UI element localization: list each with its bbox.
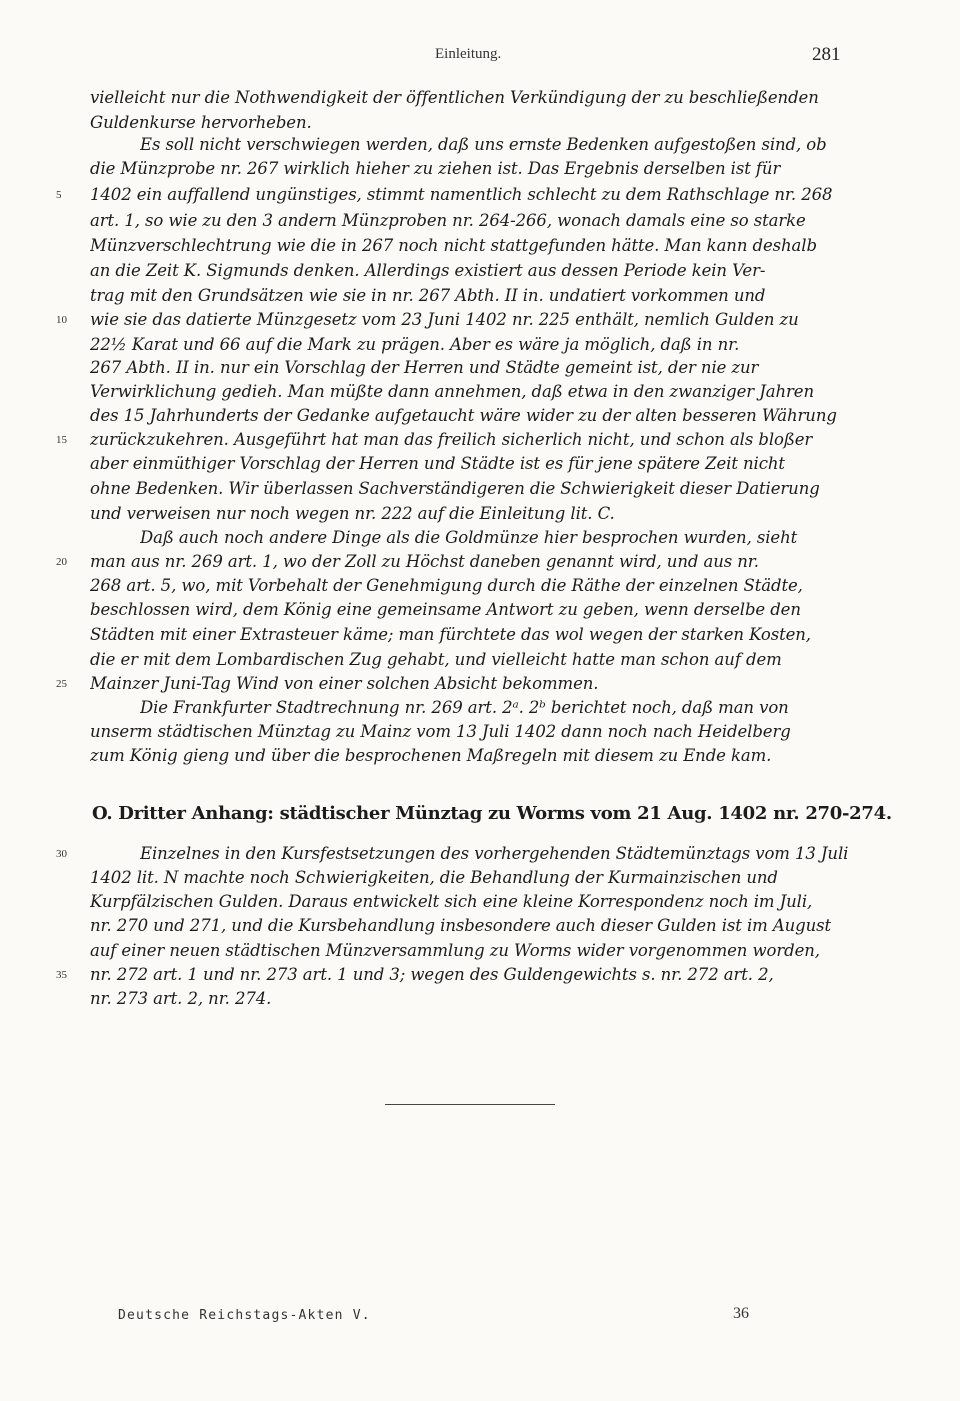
text-line: Münzverschlechtrung wie die in 267 noch nicht stattgefunden hätte. Man kann deshalb: [90, 236, 817, 255]
text-line: 267 Abth. II in. nur ein Vorschlag der Herren und Städte gemeint ist, der nie zur: [90, 358, 759, 377]
section-text-line: Einzelnes in den Kursfestsetzungen des vorhergehenden Städtemünztags vom 13 Juli: [140, 844, 849, 863]
section-text-line: nr. 272 art. 1 und nr. 273 art. 1 und 3; wegen des Guldengewichts s. nr. 272 art. 2,: [90, 965, 774, 984]
text-line: Verwirklichung gedieh. Man müßte dann annehmen, daß etwa in den zwanziger Jahren: [90, 382, 814, 401]
text-line: 1402 ein auffallend ungünstiges, stimmt namentlich schlecht zu dem Rathschlage nr. 268: [90, 185, 833, 204]
footer-signature-number: 36: [733, 1305, 749, 1322]
text-line: vielleicht nur die Nothwendigkeit der öffentlichen Verkündigung der zu beschließenden: [90, 88, 819, 107]
line-number: 35: [56, 969, 67, 981]
text-line: die er mit dem Lombardischen Zug gehabt, und vielleicht hatte man schon auf dem: [90, 650, 782, 669]
text-line: art. 1, so wie zu den 3 andern Münzproben nr. 264-266, wonach damals eine so starke: [90, 211, 806, 230]
text-line: wie sie das datierte Münzgesetz vom 23 Juni 1402 nr. 225 enthält, nemlich Gulden zu: [90, 310, 799, 329]
line-number: 20: [56, 556, 67, 568]
line-number: 5: [56, 189, 62, 201]
text-line: Es soll nicht verschwiegen werden, daß uns ernste Bedenken aufgestoßen sind, ob: [140, 135, 827, 154]
text-line: ohne Bedenken. Wir überlassen Sachverständigeren die Schwierigkeit dieser Datierung: [90, 479, 820, 498]
section-text-line: auf einer neuen städtischen Münzversammlung zu Worms wider vorgenommen worden,: [90, 941, 820, 960]
text-line: und verweisen nur noch wegen nr. 222 auf die Einleitung lit. C.: [90, 504, 615, 523]
text-line: 22½ Karat und 66 auf die Mark zu prägen. Aber es wäre ja möglich, daß in nr.: [90, 335, 740, 354]
text-line: Die Frankfurter Stadtrechnung nr. 269 art. 2ᵃ. 2ᵇ berichtet noch, daß man von: [140, 698, 789, 717]
text-line: 268 art. 5, wo, mit Vorbehalt der Genehmigung durch die Räthe der einzelnen Städte,: [90, 576, 803, 595]
text-line: beschlossen wird, dem König eine gemeinsame Antwort zu geben, wenn derselbe den: [90, 600, 801, 619]
running-header: [0, 44, 960, 72]
running-title: Einleitung.: [435, 46, 502, 62]
separator-rule: [385, 1104, 555, 1105]
text-line: trag mit den Grundsätzen wie sie in nr. 267 Abth. II in. undatiert vorkommen und: [90, 286, 766, 305]
section-text-line: nr. 270 und 271, und die Kursbehandlung insbesondere auch dieser Gulden ist im August: [90, 916, 832, 935]
section-text-line: nr. 273 art. 2, nr. 274.: [90, 989, 272, 1008]
text-line: Guldenkurse hervorheben.: [90, 113, 312, 132]
text-line: Mainzer Juni-Tag Wind von einer solchen Absicht bekommen.: [90, 674, 599, 693]
line-number: 30: [56, 848, 67, 860]
line-number: 15: [56, 434, 67, 446]
text-line: zum König gieng und über die besprochenen Maßregeln mit diesem zu Ende kam.: [90, 746, 772, 765]
text-line: die Münzprobe nr. 267 wirklich hieher zu ziehen ist. Das Ergebnis derselben ist für: [90, 159, 781, 178]
line-number: 25: [56, 678, 67, 690]
text-line: unserm städtischen Münztag zu Mainz vom 13 Juli 1402 dann noch nach Heidelberg: [90, 722, 791, 741]
text-line: des 15 Jahrhunderts der Gedanke aufgetaucht wäre wider zu der alten besseren Währung: [90, 406, 837, 425]
text-line: man aus nr. 269 art. 1, wo der Zoll zu Höchst daneben genannt wird, und aus nr.: [90, 552, 759, 571]
line-number: 10: [56, 314, 67, 326]
section-heading: O. Dritter Anhang: städtischer Münztag zu Worms vom 21 Aug. 1402 nr. 270-274.: [92, 803, 892, 824]
page-number: 281: [812, 44, 841, 65]
text-line: Städten mit einer Extrasteuer käme; man fürchtete das wol wegen der starken Kosten,: [90, 625, 811, 644]
text-line: zurückzukehren. Ausgeführt hat man das freilich sicherlich nicht, und schon als bloßer: [90, 430, 813, 449]
text-line: Daß auch noch andere Dinge als die Goldmünze hier besprochen wurden, sieht: [140, 528, 798, 547]
text-line: an die Zeit K. Sigmunds denken. Allerdings existiert aus dessen Periode kein Ver-: [90, 261, 766, 280]
section-text-line: Kurpfälzischen Gulden. Daraus entwickelt sich eine kleine Korrespondenz noch im Juli,: [90, 892, 813, 911]
text-line: aber einmüthiger Vorschlag der Herren und Städte ist es für jene spätere Zeit nicht: [90, 454, 785, 473]
footer-series-title: Deutsche Reichstags-Akten V.: [118, 1308, 371, 1323]
section-text-line: 1402 lit. N machte noch Schwierigkeiten, die Behandlung der Kurmainzischen und: [90, 868, 778, 887]
